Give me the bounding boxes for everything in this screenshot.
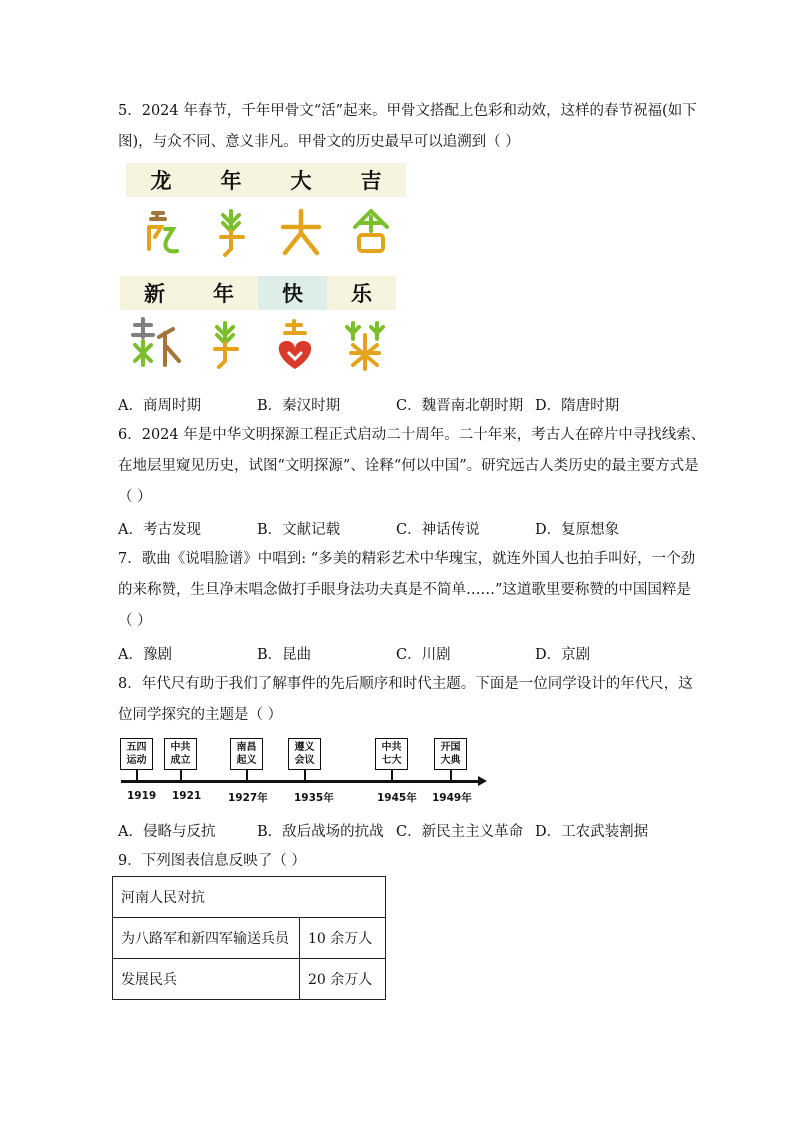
q6-option-d[interactable]: D．复原想象: [535, 522, 620, 538]
q8-option-c[interactable]: C．新民主主义革命: [396, 824, 524, 840]
timeline-stem: [246, 770, 248, 780]
timeline-year: 1935年: [294, 792, 334, 804]
table-cell-value: 10 余万人: [300, 918, 386, 959]
timeline-year: 1945年: [377, 792, 417, 804]
q7-text-line1: 7．歌曲《说唱脸谱》中唱到: “多美的精彩艺术中华瑰宝，就连外国人也拍手叫好，一个劲: [118, 551, 696, 567]
year-ruler-timeline: [118, 736, 488, 806]
timeline-arrow-icon: [478, 776, 487, 786]
q8-text-line1: 8．年代尺有助于我们了解事件的先后顺序和时代主题。下面是一位同学设计的年代尺，这: [118, 676, 693, 692]
q5-option-b[interactable]: B．秦汉时期: [257, 398, 341, 414]
timeline-stem: [136, 770, 138, 780]
timeline-stem: [304, 770, 306, 780]
oracle-bone-greeting-image: [120, 160, 410, 382]
header-char: 快: [258, 276, 327, 310]
timeline-stem: [180, 770, 182, 780]
q6-option-a[interactable]: A．考古发现: [118, 522, 201, 538]
timeline-stem: [450, 770, 452, 780]
q9-data-table: [112, 876, 386, 1000]
oracle-glyph-big: [266, 198, 336, 268]
q8-option-d[interactable]: D．工农武装割据: [535, 824, 649, 840]
q6-options: [118, 518, 678, 538]
q8-text-line2: 位同学探究的主题是（ ）: [118, 707, 283, 723]
q6-text-line3: （ ）: [118, 489, 152, 505]
q5-option-a[interactable]: A．商周时期: [118, 398, 201, 414]
header-char: 乐: [351, 282, 372, 306]
header-char: 吉: [360, 169, 382, 193]
timeline-event-box: 南昌 起义: [230, 738, 263, 770]
q9-text-line1: 9．下列图表信息反映了（ ）: [118, 853, 306, 869]
header-char: 龙: [150, 169, 172, 193]
q7-option-c[interactable]: C．川剧: [396, 647, 451, 663]
q8-option-b[interactable]: B．敌后战场的抗战: [257, 824, 384, 840]
greeting-header-row-1: [126, 163, 406, 197]
q7-option-a[interactable]: A．豫剧: [118, 647, 172, 663]
table-header-cell: 河南人民对抗: [113, 877, 386, 918]
timeline-axis: [121, 780, 481, 783]
oracle-glyph-happy: [260, 310, 330, 380]
oracle-glyph-year-2: [190, 310, 260, 380]
q6-option-b[interactable]: B．文献记载: [257, 522, 341, 538]
q8-options: [118, 820, 678, 840]
q5-options: [118, 394, 678, 414]
q7-text-line3: （ ）: [118, 613, 152, 629]
oracle-glyph-year: [196, 198, 266, 268]
oracle-glyph-row-1: [126, 198, 406, 268]
q6-text-line1: 6．2024 年是中华文明探源工程正式启动二十周年。二十年来，考古人在碎片中寻找线索、: [118, 427, 706, 443]
greeting-header-row-2: [120, 276, 396, 310]
q6-text-line2: 在地层里窥见历史，试图“文明探源”、诠释“何以中国”。研究远古人类历史的最主要方式是: [118, 458, 699, 474]
q5-option-d[interactable]: D．隋唐时期: [535, 398, 620, 414]
timeline-year: 1927年: [228, 792, 268, 804]
timeline-year: 1919: [127, 790, 157, 802]
oracle-glyph-lucky: [336, 198, 406, 268]
q7-option-d[interactable]: D．京剧: [535, 647, 591, 663]
oracle-glyph-dragon: [126, 198, 196, 268]
oracle-glyph-row-2: [120, 310, 400, 380]
timeline-event-box: 五四 运动: [120, 738, 153, 770]
table-cell-value: 20 余万人: [300, 959, 386, 1000]
q7-options: [118, 643, 678, 663]
q7-option-b[interactable]: B．昆曲: [257, 647, 312, 663]
q8-option-a[interactable]: A．侵略与反抗: [118, 824, 216, 840]
q5-text-line1: 5．2024 年春节，千年甲骨文“活”起来。甲骨文搭配上色彩和动效，这样的春节祝福(如下: [118, 103, 697, 119]
timeline-stem: [391, 770, 393, 780]
table-cell-item: 发展民兵: [113, 959, 300, 1000]
table-row: [113, 959, 386, 1000]
q7-text-line2: 的来称赞，生旦净末唱念做打手眼身法功夫真是不简单……”这道歌里要称赞的中国国粹是: [118, 582, 691, 598]
timeline-year: 1949年: [432, 792, 472, 804]
timeline-event-box: 中共 七大: [375, 738, 408, 770]
oracle-glyph-new: [120, 310, 190, 380]
table-cell-item: 为八路军和新四军输送兵员: [113, 918, 300, 959]
timeline-event-box: 中共 成立: [164, 738, 197, 770]
oracle-glyph-joy: [330, 310, 400, 380]
header-char: 大: [290, 169, 312, 193]
header-char: 年: [220, 169, 242, 193]
timeline-event-box: 遵义 会议: [288, 738, 321, 770]
q6-option-c[interactable]: C．神话传说: [396, 522, 480, 538]
table-row: [113, 918, 386, 959]
timeline-event-box: 开国 大典: [434, 738, 467, 770]
timeline-year: 1921: [172, 790, 202, 802]
q5-text-line2: 图)，与众不同、意义非凡。甲骨文的历史最早可以追溯到（ ）: [118, 134, 520, 150]
q5-option-c[interactable]: C．魏晋南北朝时期: [396, 398, 524, 414]
header-char: 年: [213, 282, 234, 306]
header-char: 新: [144, 282, 165, 306]
